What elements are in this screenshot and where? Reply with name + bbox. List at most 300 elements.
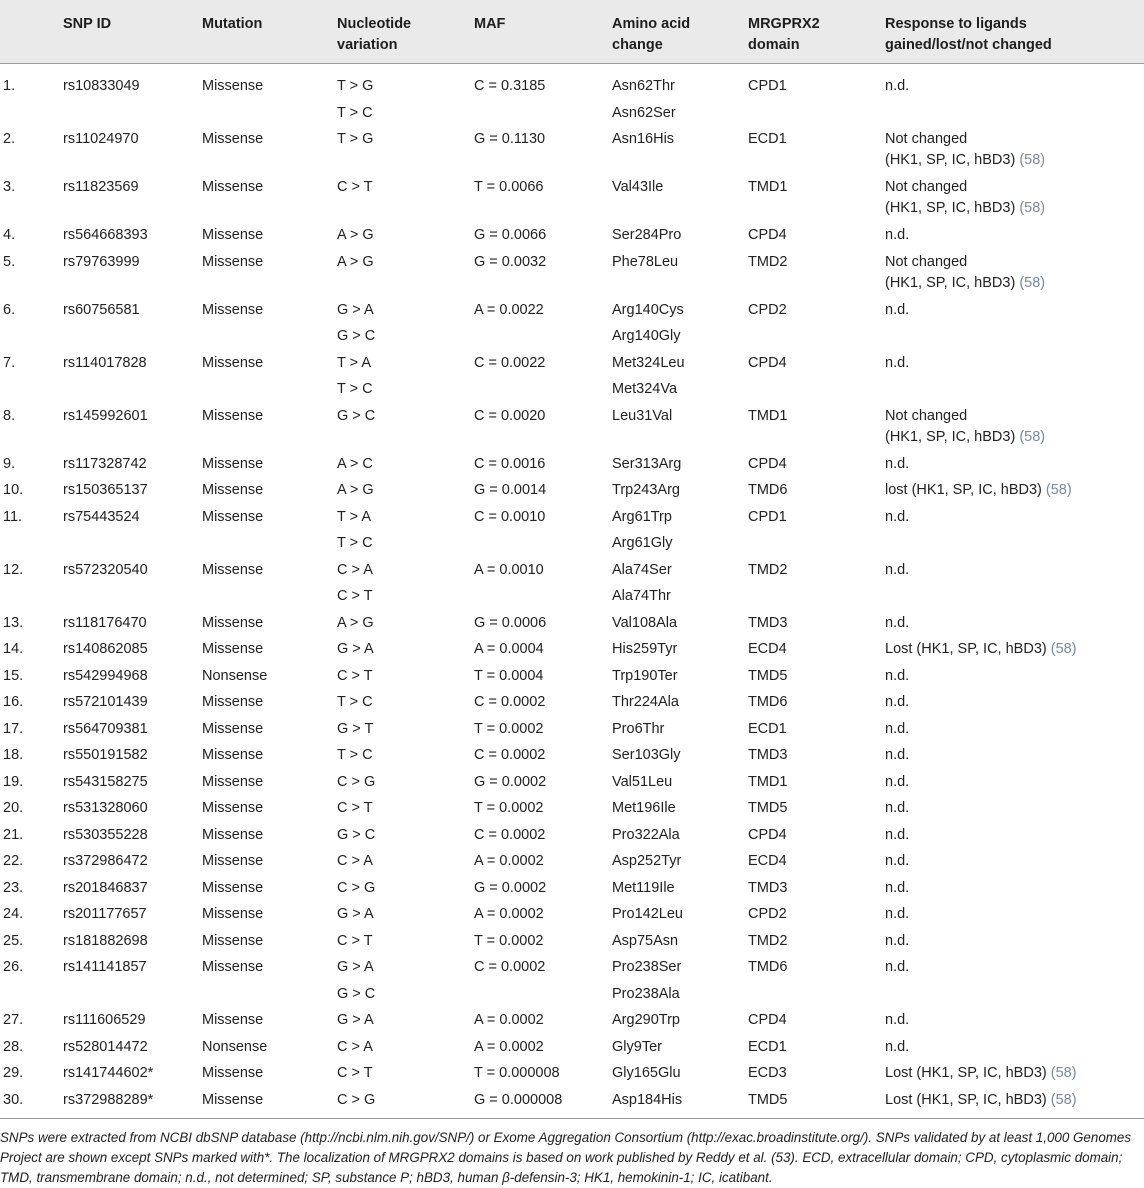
amino-acid-line: Arg61Gly [612,535,673,551]
response-text: n.d. [885,694,910,710]
response-text: n.d. [885,1038,910,1055]
header-mutation: Mutation [202,16,263,32]
nucleotide-line: G > A [337,1012,374,1028]
mutation-type: Missense [202,641,264,657]
maf-value: A = 0.0002 [474,906,544,922]
nucleotide-line: C > T [337,667,373,684]
mrgprx2-domain: TMD3 [748,614,788,631]
snp-id: rs530355228 [63,826,148,843]
maf-value: G = 0.0014 [474,482,547,498]
row-number: 21. [3,826,24,843]
amino-acid-line: Val43Ile [612,179,664,195]
response-line [885,427,1045,448]
amino-acid-change [612,560,672,613]
nucleotide-line: C > T [337,800,373,816]
reference-link[interactable]: (58) [1019,152,1046,168]
table-header [0,0,1144,64]
row-number: 19. [3,773,24,790]
response-line [885,252,1045,273]
header-aa-line1: Amino acid [612,16,691,32]
amino-acid-line: Thr224Ala [612,694,679,710]
mutation-type: Missense [202,179,264,195]
mutation-type: Missense [202,508,264,525]
response-line [885,851,909,872]
row-number: 26. [3,959,24,975]
response-line [885,931,909,952]
amino-acid-change [612,745,681,772]
mutation-type: Missense [202,455,264,472]
nucleotide-line: G > C [337,407,376,424]
amino-acid-change [612,76,676,129]
header-domain-line1: MRGPRX2 [748,16,820,32]
row-number: 24. [3,906,24,922]
snp-id: rs372986472 [63,853,148,869]
amino-acid-line: Val108Ala [612,614,678,631]
response-text: (HK1, SP, IC, hBD3) [885,428,1016,445]
response-text: Lost (HK1, SP, IC, hBD3) [885,1065,1047,1081]
mrgprx2-domain: CPD4 [748,1012,787,1028]
nucleotide-line: T > G [337,78,374,94]
maf-value: C = 0.0002 [474,694,546,710]
nucleotide-variation [337,931,373,958]
nucleotide-line: G > A [337,906,374,922]
nucleotide-variation [337,692,373,719]
amino-acid-change [612,406,672,433]
mutation-type: Missense [202,561,264,578]
snp-id: rs201177657 [63,906,147,922]
mutation-type: Missense [202,959,264,975]
nucleotide-line: A > G [337,253,374,270]
row-number: 7. [3,354,16,371]
row-number: 23. [3,879,24,896]
nucleotide-line: G > T [337,720,374,737]
mutation-type: Missense [202,227,264,243]
response-line [885,957,909,978]
amino-acid-line: Gly9Ter [612,1038,662,1055]
mrgprx2-domain: CPD2 [748,301,787,318]
response-text: (HK1, SP, IC, hBD3) [885,152,1016,168]
mrgprx2-domain: ECD1 [748,131,787,147]
reference-link[interactable]: (58) [1050,641,1077,657]
ligand-response [885,772,909,793]
response-line [885,904,909,925]
nucleotide-variation [337,177,373,204]
amino-acid-line: Arg140Cys [612,301,684,318]
amino-acid-line: Leu31Val [612,407,673,424]
nucleotide-variation [337,507,373,560]
response-line [885,878,909,899]
snp-id: rs531328060 [63,800,148,816]
amino-acid-change [612,878,675,905]
amino-acid-change [612,825,680,852]
response-text: n.d. [885,800,910,816]
row-number: 3. [3,179,16,195]
nucleotide-variation [337,719,373,746]
maf-value: G = 0.1130 [474,131,546,147]
mrgprx2-domain: CPD4 [748,354,787,371]
response-line [885,560,909,581]
response-line [885,719,909,740]
nucleotide-line: G > C [337,328,376,344]
response-line [885,300,909,321]
snp-id: rs543158275 [63,773,148,790]
mutation-type: Nonsense [202,667,268,684]
snp-id: rs111606529 [63,1012,146,1028]
snp-id: rs79763999 [63,253,140,270]
maf-value: A = 0.0022 [474,301,544,318]
nucleotide-variation [337,957,375,1010]
row-number: 22. [3,853,24,869]
amino-acid-change [612,613,677,640]
response-text: n.d. [885,561,910,578]
row-number: 8. [3,407,16,424]
mrgprx2-domain: CPD4 [748,455,787,472]
amino-acid-line: His259Tyr [612,641,678,657]
mutation-type: Missense [202,1091,264,1108]
mutation-type: Missense [202,800,264,816]
ligand-response [885,878,909,899]
ligand-response [885,252,1045,294]
reference-link[interactable]: (58) [1019,200,1046,216]
ligand-response [885,1090,1077,1111]
amino-acid-line: Asn16His [612,131,675,147]
response-line [885,406,1045,427]
row-number: 9. [3,455,16,472]
amino-acid-line: Pro142Leu [612,906,683,922]
nucleotide-line: A > C [337,455,373,472]
row-number: 2. [3,131,16,147]
table-footnote: SNPs were extracted from NCBI dbSNP database (http://ncbi.nlm.nih.gov/SNP/) or Exome Aggregation Consortium (http://exac.broadinstitute.org/). SNPs validated by at least 1,000 Genomes Project are shown except SNPs marked with*. The localization of MRGPRX2 domains is based on work published by Reddy et al. (53). ECD, extracellular domain; CPD, cytoplasmic domain; TMD, transmembrane domain; n.d., not determined; SP, substance P; hBD3, human β-defensin-3; HK1, hemokinin-1; IC, icatibant. [0,1130,1132,1185]
maf-value: C = 0.0016 [474,455,546,472]
response-text: (HK1, SP, IC, hBD3) [885,274,1016,291]
ligand-response [885,454,909,475]
response-line [885,177,1045,198]
mrgprx2-domain: TMD2 [748,932,788,949]
snp-id: rs141141857 [63,959,147,975]
amino-acid-change [612,1010,680,1037]
nucleotide-line: T > C [337,694,373,710]
response-text: n.d. [885,354,910,371]
amino-acid-line: Asp252Tyr [612,853,682,869]
nucleotide-line: T > A [337,508,371,525]
response-line [885,798,909,819]
nucleotide-line: T > C [337,535,373,551]
mrgprx2-domain: CPD1 [748,78,787,94]
snp-id: rs181882698 [63,932,148,949]
maf-value: G = 0.0002 [474,879,547,896]
nucleotide-line: C > A [337,853,373,869]
nucleotide-variation [337,1063,373,1090]
mutation-type: Missense [202,407,264,424]
header-nucleotide-line1: Nucleotide [337,16,412,32]
header-snp-id: SNP ID [63,16,112,32]
mrgprx2-domain: TMD6 [748,482,788,498]
snp-id: rs528014472 [63,1038,148,1055]
maf-value: G = 0.0066 [474,227,547,243]
header-response-line1: Response to ligands [885,16,1027,32]
row-number: 6. [3,301,16,318]
amino-acid-change [612,1037,662,1064]
snp-id: rs550191582 [63,747,148,763]
snp-id: rs10833049 [63,78,140,94]
mrgprx2-domain: CPD4 [748,227,787,243]
nucleotide-line: C > G [337,879,376,896]
response-text: n.d. [885,879,910,896]
amino-acid-line: Asp184His [612,1091,683,1108]
ligand-response [885,129,1045,171]
amino-acid-line: Ala74Thr [612,588,671,604]
response-text: n.d. [885,301,910,318]
mutation-type: Missense [202,773,264,790]
mrgprx2-domain: TMD2 [748,253,788,270]
ligand-response [885,300,909,321]
mrgprx2-domain: TMD1 [748,179,788,195]
amino-acid-change [612,454,681,481]
nucleotide-variation [337,560,373,613]
maf-value: C = 0.3185 [474,78,546,94]
response-text: Lost (HK1, SP, IC, hBD3) [885,1091,1047,1108]
nucleotide-line: A > G [337,614,374,631]
nucleotide-variation [337,825,375,852]
mrgprx2-domain: TMD6 [748,959,788,975]
snp-id: rs150365137 [63,482,148,498]
mrgprx2-domain: TMD1 [748,407,788,424]
maf-value: C = 0.0020 [474,407,546,424]
mutation-type: Missense [202,694,264,710]
ligand-response [885,745,909,766]
response-line [885,353,909,374]
ligand-response [885,851,909,872]
row-number: 30. [3,1091,24,1108]
amino-acid-change [612,931,678,958]
table-bottom-rule [0,1118,1144,1119]
amino-acid-change [612,252,678,279]
header-amino-acid [612,14,690,56]
snp-id: rs11823569 [63,179,139,195]
response-text: n.d. [885,906,910,922]
mrgprx2-domain: TMD1 [748,773,788,790]
nucleotide-variation [337,1037,373,1064]
nucleotide-line: C > G [337,773,376,790]
mutation-type: Missense [202,826,264,843]
response-line [885,150,1045,171]
amino-acid-line: Arg140Gly [612,328,681,344]
amino-acid-line: Pro238Ser [612,959,682,975]
mutation-type: Missense [202,131,264,147]
mrgprx2-domain: ECD4 [748,853,787,869]
response-text: lost (HK1, SP, IC, hBD3) [885,482,1042,498]
nucleotide-variation [337,480,374,507]
response-text: Not changed [885,131,968,147]
nucleotide-line: C > A [337,561,373,578]
nucleotide-line: C > T [337,1065,373,1081]
snp-id: rs60756581 [63,301,140,318]
snp-id: rs564709381 [63,720,148,737]
mutation-type: Missense [202,853,264,869]
snp-id: rs141744602* [63,1065,154,1081]
header-nucleotide-line2: variation [337,37,398,53]
maf-value: G = 0.0006 [474,614,547,631]
amino-acid-change [612,692,679,719]
amino-acid-line: Met119Ile [612,879,675,896]
response-text: Lost (HK1, SP, IC, hBD3) [885,641,1047,657]
ligand-response [885,76,909,97]
amino-acid-line: Ala74Ser [612,561,672,578]
row-number: 25. [3,932,24,949]
maf-value: C = 0.0022 [474,354,546,371]
amino-acid-change [612,129,674,156]
nucleotide-variation [337,1010,374,1037]
nucleotide-variation [337,1090,375,1117]
amino-acid-change [612,300,684,353]
mrgprx2-domain: TMD5 [748,800,788,816]
row-number: 11. [3,508,23,525]
response-text: Not changed [885,179,968,195]
nucleotide-line: C > G [337,1091,376,1108]
amino-acid-line: Ser103Gly [612,747,681,763]
amino-acid-change [612,666,678,693]
reference-link[interactable]: (58) [1050,1065,1077,1081]
maf-value: A = 0.0004 [474,641,544,657]
nucleotide-line: C > T [337,932,373,949]
amino-acid-change [612,177,663,204]
nucleotide-variation [337,129,373,156]
amino-acid-change [612,507,672,560]
ligand-response [885,931,909,952]
ligand-response [885,480,1072,501]
response-line [885,745,909,766]
ligand-response [885,825,909,846]
maf-value: C = 0.0002 [474,959,546,975]
response-text: n.d. [885,826,910,843]
amino-acid-line: Gly165Glu [612,1065,681,1081]
row-number: 20. [3,800,24,816]
ligand-response [885,1010,909,1031]
mutation-type: Missense [202,78,264,94]
amino-acid-change [612,225,681,252]
maf-value: G = 0.0032 [474,253,547,270]
header-response [885,14,1052,56]
response-line [885,507,909,528]
ligand-response [885,1037,909,1058]
ligand-response [885,798,909,819]
nucleotide-variation [337,851,373,878]
mutation-type: Missense [202,932,264,949]
mutation-type: Missense [202,879,264,896]
nucleotide-line: G > C [337,826,376,843]
row-number: 18. [3,747,24,763]
amino-acid-line: Met324Va [612,381,678,397]
mrgprx2-domain: ECD1 [748,1038,787,1055]
response-line [885,1010,909,1031]
amino-acid-line: Arg290Trp [612,1012,680,1028]
row-number: 28. [3,1038,24,1055]
response-line [885,666,909,687]
reference-link[interactable]: (58) [1045,482,1072,498]
row-number: 27. [3,1012,24,1028]
ligand-response [885,957,909,978]
amino-acid-change [612,957,681,1010]
amino-acid-change [612,1063,681,1090]
response-line [885,692,909,713]
maf-value: T = 0.0066 [474,179,544,195]
nucleotide-line: A > G [337,482,374,498]
response-line [885,454,909,475]
snp-id: rs572320540 [63,561,148,578]
header-response-line2: gained/lost/not changed [885,37,1052,53]
mrgprx2-domain: TMD3 [748,747,788,763]
reference-link[interactable]: (58) [1050,1091,1077,1108]
maf-value: A = 0.0010 [474,561,544,578]
mutation-type: Nonsense [202,1038,268,1055]
amino-acid-line: Trp243Arg [612,482,680,498]
amino-acid-line: Met196Ile [612,800,676,816]
header-nucleotide [337,14,411,56]
response-text: n.d. [885,720,910,737]
amino-acid-change [612,719,664,746]
mutation-type: Missense [202,1065,264,1081]
reference-link[interactable]: (58) [1019,274,1046,291]
response-line [885,480,1072,501]
reference-link[interactable]: (58) [1019,428,1046,445]
mrgprx2-domain: TMD5 [748,1091,788,1108]
header-domain [748,14,820,56]
maf-value: C = 0.0002 [474,826,546,843]
snp-id: rs572101439 [63,694,148,710]
mrgprx2-domain: CPD4 [748,826,787,843]
mutation-type: Missense [202,614,264,631]
response-line [885,1037,909,1058]
response-line [885,613,909,634]
mutation-type: Missense [202,301,264,318]
amino-acid-line: Asn62Thr [612,78,675,94]
response-text: Not changed [885,253,968,270]
nucleotide-line: T > G [337,131,374,147]
maf-value: T = 0.000008 [474,1065,560,1081]
nucleotide-line: G > A [337,959,374,975]
response-text: n.d. [885,78,910,94]
nucleotide-line: T > C [337,381,373,397]
mrgprx2-domain: ECD4 [748,641,787,657]
nucleotide-variation [337,300,375,353]
snp-id: rs75443524 [63,508,140,525]
nucleotide-variation [337,252,374,279]
nucleotide-variation [337,878,375,905]
response-text: n.d. [885,455,910,472]
mrgprx2-domain: TMD5 [748,667,788,684]
nucleotide-line: T > A [337,354,371,371]
mrgprx2-domain: ECD3 [748,1065,787,1081]
nucleotide-variation [337,454,373,481]
nucleotide-variation [337,639,374,666]
nucleotide-line: G > C [337,985,376,1002]
amino-acid-line: Phe78Leu [612,253,679,270]
nucleotide-variation [337,76,373,129]
mrgprx2-domain: TMD2 [748,561,788,578]
header-aa-line2: change [612,37,663,53]
response-line [885,198,1045,219]
amino-acid-change [612,798,676,825]
row-number: 15. [3,667,24,684]
maf-value: T = 0.0002 [474,800,544,816]
nucleotide-variation [337,406,375,433]
response-line [885,129,1045,150]
response-line [885,772,909,793]
mrgprx2-domain: TMD6 [748,694,788,710]
row-number: 12. [3,561,24,578]
ligand-response [885,1063,1077,1084]
amino-acid-line: Ser313Arg [612,455,682,472]
